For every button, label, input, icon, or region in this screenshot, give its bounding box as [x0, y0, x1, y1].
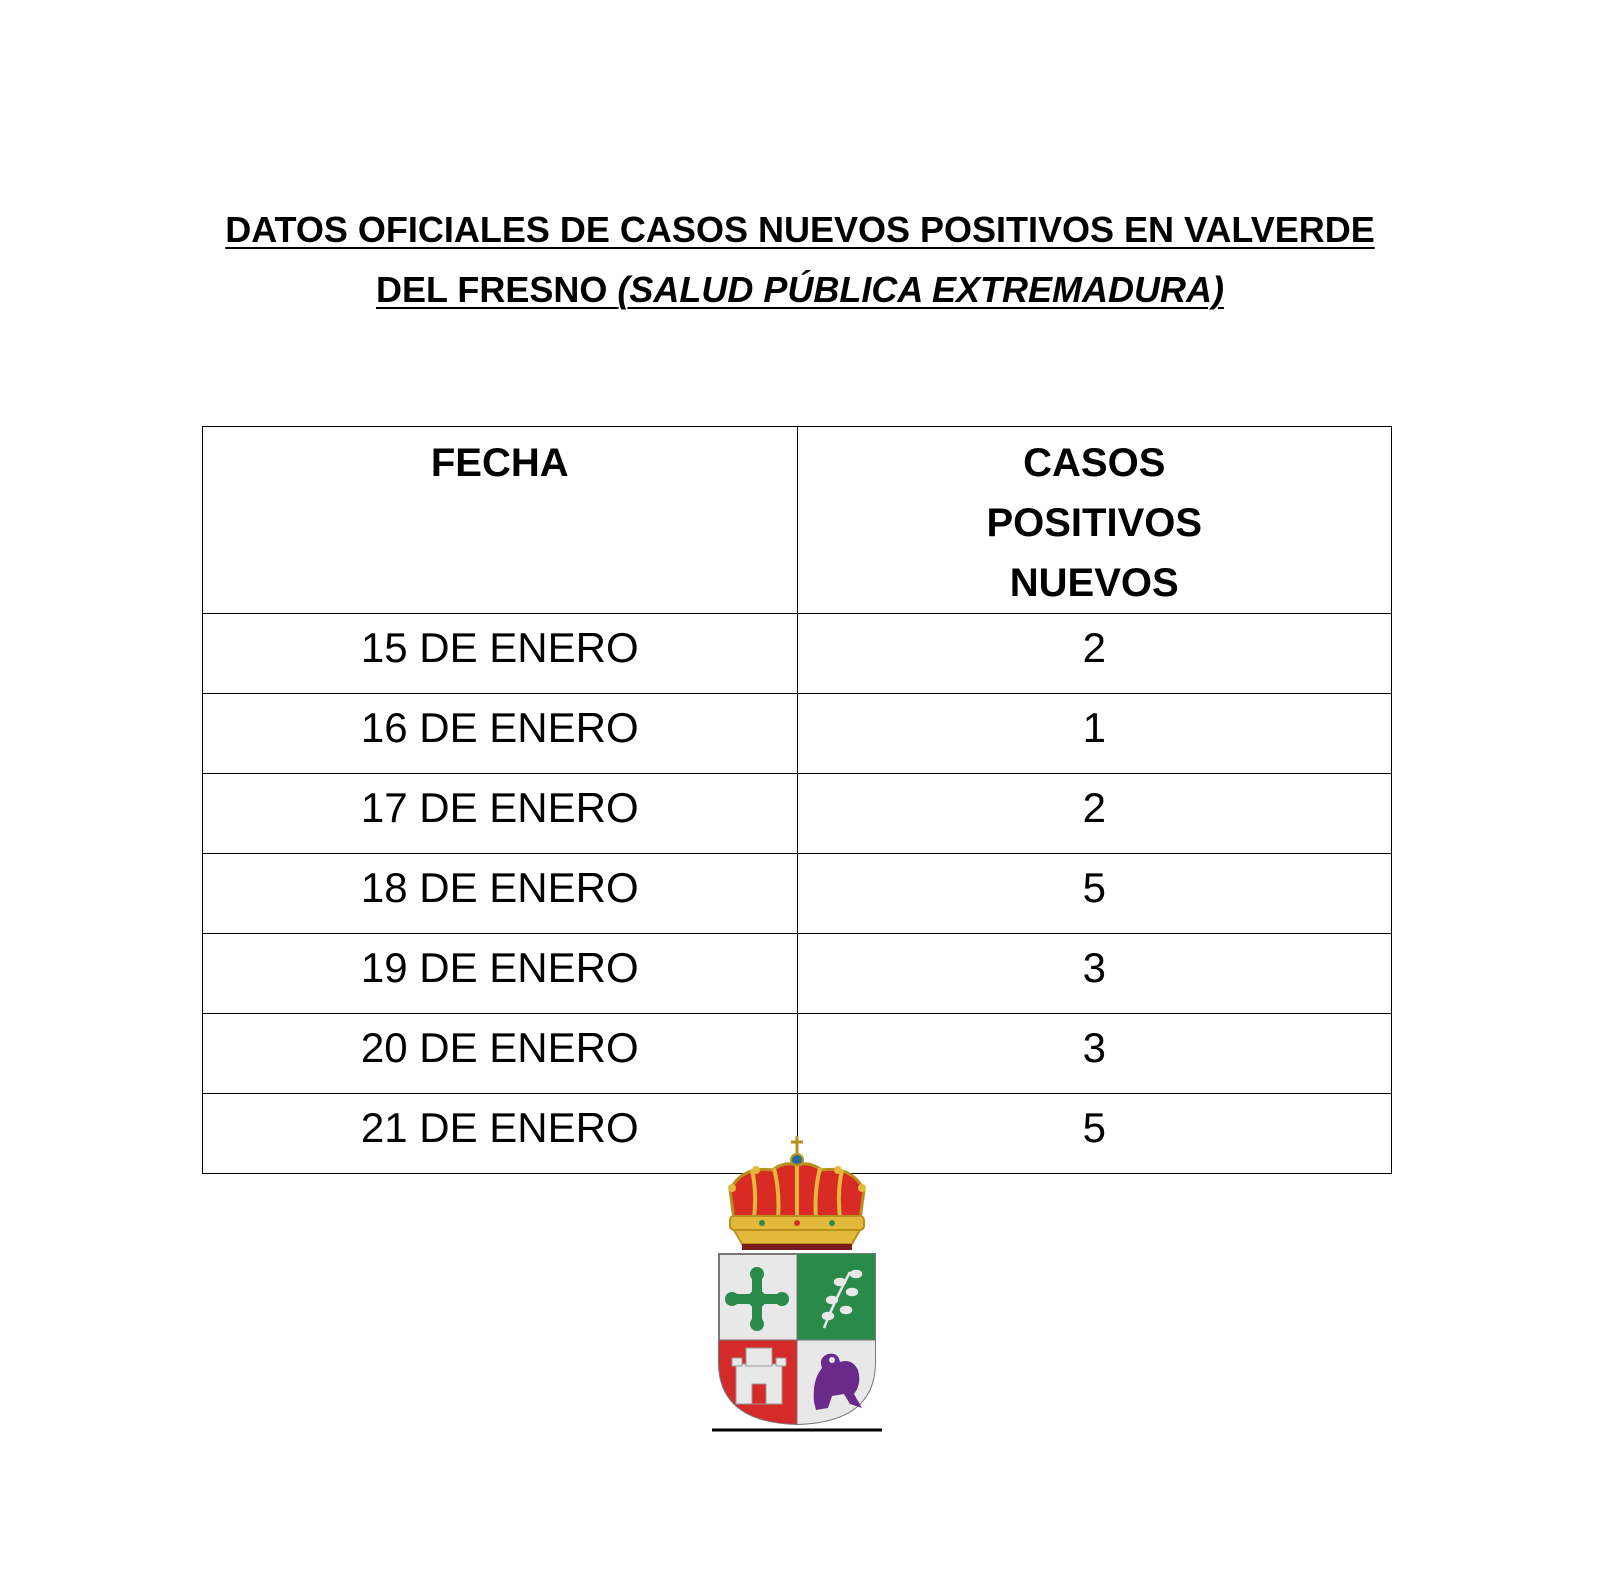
cell-casos: 2 — [797, 614, 1392, 694]
cell-casos: 3 — [797, 934, 1392, 1014]
cell-casos: 1 — [797, 694, 1392, 774]
table-header-row — [203, 427, 1392, 614]
table-row — [203, 1014, 1392, 1094]
coat-of-arms-icon — [712, 1132, 882, 1432]
shield-icon — [719, 1254, 875, 1424]
cell-casos: 5 — [797, 854, 1392, 934]
cases-table — [202, 426, 1392, 1174]
cell-fecha: 15 DE ENERO — [203, 614, 798, 694]
cell-casos: 5 — [797, 1094, 1392, 1174]
title-line-2 — [190, 260, 1410, 320]
cell-fecha: 20 DE ENERO — [203, 1014, 798, 1094]
title-line-1: DATOS OFICIALES DE CASOS NUEVOS POSITIVOS EN VALVERDE — [225, 209, 1375, 250]
header-fecha: FECHA — [203, 427, 798, 614]
table-row — [203, 854, 1392, 934]
title-line-2-italic: (SALUD PÚBLICA EXTREMADURA) — [617, 269, 1224, 310]
cell-casos: 2 — [797, 774, 1392, 854]
table-row — [203, 694, 1392, 774]
cell-fecha: 18 DE ENERO — [203, 854, 798, 934]
cell-fecha: 17 DE ENERO — [203, 774, 798, 854]
table-row — [203, 614, 1392, 694]
document-title — [190, 200, 1410, 320]
cell-fecha: 19 DE ENERO — [203, 934, 798, 1014]
crown-icon — [728, 1136, 866, 1250]
title-line-2-main: DEL FRESNO — [375, 269, 618, 310]
header-casos: CASOS POSITIVOS NUEVOS — [797, 427, 1392, 614]
table-row — [203, 934, 1392, 1014]
cell-fecha: 16 DE ENERO — [203, 694, 798, 774]
cell-casos: 3 — [797, 1014, 1392, 1094]
table-row — [203, 774, 1392, 854]
cell-fecha: 21 DE ENERO — [203, 1094, 798, 1174]
